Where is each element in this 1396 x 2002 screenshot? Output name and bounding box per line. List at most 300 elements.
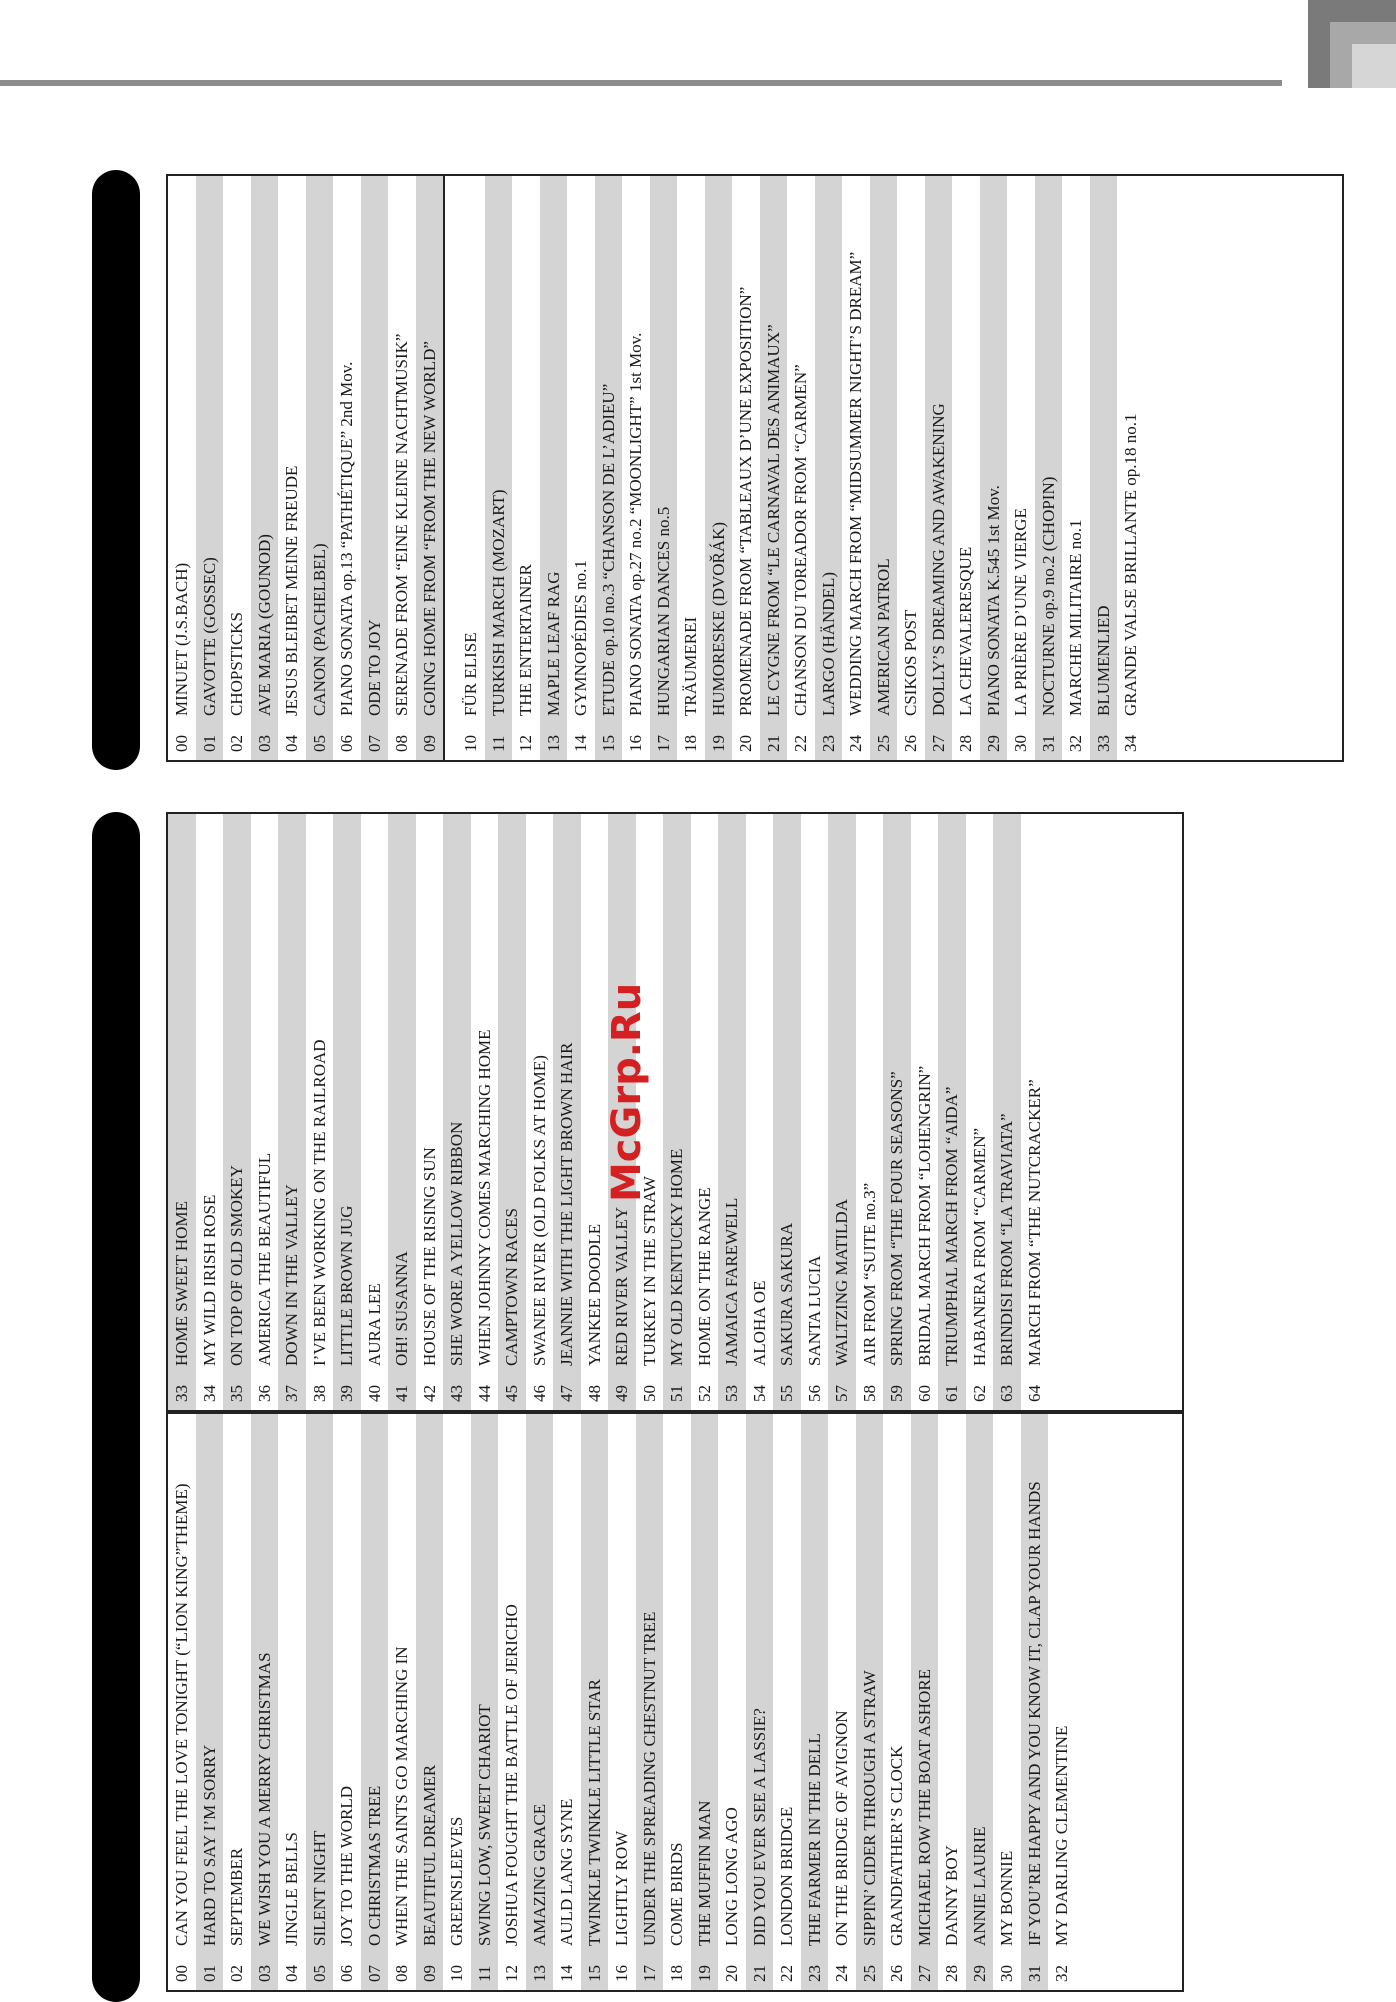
song-title: DOWN IN THE VALLEY [282,1184,301,1366]
song-title: BRINDISI FROM “LA TRAVIATA” [997,1113,1016,1366]
list-item [471,814,499,1410]
song-title: OH! SUSANNA [392,1251,411,1366]
song-title: BEAUTIFUL DREAMER [419,1764,439,1946]
song-title: ANNIE LAURIE [969,1826,989,1946]
list-item [168,176,196,760]
song-number: 35 [227,1385,246,1402]
song-title: CAMPTOWN RACES [502,1208,521,1366]
song-number: 45 [502,1385,521,1402]
list-item [608,1414,636,1990]
list-item [196,814,224,1410]
list-item [663,814,691,1410]
list-item [1007,176,1035,760]
list-item [718,814,746,1410]
list-item [828,1414,856,1990]
song-title: LITTLE BROWN JUG [337,1205,356,1366]
song-number: 04 [282,735,301,752]
song-title: WE WISH YOU A MERRY CHRISTMAS [254,1652,274,1946]
section-header-bar-left [92,812,140,2002]
song-title: GRANDFATHER’S CLOCK [887,1745,906,1946]
list-item [842,176,870,760]
list-item [663,1414,691,1990]
song-list-c [166,174,1344,762]
song-number: 44 [474,1385,494,1402]
song-title: THE MUFFIN MAN [694,1800,714,1946]
song-number: 34 [199,1385,219,1402]
list-item [705,176,733,760]
song-number: 11 [474,1965,494,1982]
song-title: JESUS BLEIBET MEINE FREUDE [282,465,301,716]
song-title: HOUSE OF THE RISING SUN [419,1147,439,1366]
song-number: 09 [419,735,439,752]
song-title: ALOHA OE [749,1280,769,1366]
song-number: 54 [749,1385,769,1402]
song-title: AMAZING GRACE [529,1803,549,1946]
list-item [746,814,774,1410]
song-number: 14 [571,735,590,752]
song-number: 27 [928,735,948,752]
list-item [443,814,471,1410]
song-number: 05 [309,1965,329,1982]
song-title: UNDER THE SPREADING CHESTNUT TREE [639,1611,659,1946]
song-number: 00 [172,1965,191,1982]
song-title: I’VE BEEN WORKING ON THE RAILROAD [309,1039,329,1366]
song-number: 48 [584,1385,604,1402]
song-number: 43 [447,1385,466,1402]
list-item [732,176,760,760]
list-item [251,176,279,760]
song-title: SEPTEMBER [227,1847,246,1946]
list-item [498,1414,526,1990]
list-item [526,814,554,1410]
song-number: 13 [529,1965,549,1982]
song-title: THE ENTERTAINER [516,563,535,716]
section-header-bar-right [92,170,140,770]
corner-tab-light [1352,44,1396,88]
list-item [581,1414,609,1990]
song-number: 30 [1011,735,1030,752]
song-title: AURA LEE [364,1283,384,1366]
list-item [485,176,513,760]
song-number: 36 [254,1385,274,1402]
song-title: WALTZING MATILDA [832,1199,851,1366]
song-number: 16 [626,735,645,752]
header-rule [0,80,1282,86]
song-number: 15 [584,1965,604,1982]
song-title: JOSHUA FOUGHT THE BATTLE OF JERICHO [502,1604,521,1946]
list-item [787,176,815,760]
list-item [388,814,416,1410]
song-number: 27 [914,1965,934,1982]
list-item [856,814,884,1410]
song-title: LIGHTLY ROW [612,1830,631,1946]
song-number: 23 [804,1965,824,1982]
song-title: HUMORESKE (DVOŘÁK) [708,521,728,716]
list-item [773,814,801,1410]
song-number: 21 [763,735,783,752]
song-number: 01 [199,735,219,752]
song-number: 08 [392,735,411,752]
song-number: 24 [832,1965,851,1982]
song-number: 51 [667,1385,686,1402]
song-number: 50 [639,1385,659,1402]
list-item [980,176,1008,760]
song-number: 37 [282,1385,301,1402]
song-title: COME BIRDS [667,1842,686,1946]
list-item [196,176,224,760]
song-title: SAKURA SAKURA [777,1222,796,1366]
song-number: 11 [488,735,508,752]
song-title: RED RIVER VALLEY [612,1207,631,1366]
song-title: ETUDE op.10 no.3 “CHANSON DE L’ADIEU” [598,383,618,716]
song-number: 31 [1024,1965,1044,1982]
song-title: TURKEY IN THE STRAW [639,1176,659,1366]
list-item [388,176,416,760]
song-title: BRIDAL MARCH FROM “LOHENGRIN” [914,1065,934,1366]
song-number: 03 [254,1965,274,1982]
list-item [856,1414,884,1990]
song-number: 63 [997,1385,1016,1402]
song-title: DANNY BOY [942,1845,961,1946]
song-number: 56 [804,1385,824,1402]
song-number: 10 [461,735,480,752]
song-title: ON THE BRIDGE OF AVIGNON [832,1710,851,1946]
song-title: O CHRISTMAS TREE [364,1785,384,1946]
song-title: HARD TO SAY I’M SORRY [199,1744,219,1946]
song-title: LONG LONG AGO [722,1807,741,1946]
list-item [416,176,444,760]
song-number: 31 [1038,735,1058,752]
song-title: MY WILD IRISH ROSE [199,1194,219,1366]
list-item [471,1414,499,1990]
list-item [911,814,939,1410]
song-number: 57 [832,1385,851,1402]
song-number: 02 [227,735,246,752]
song-number: 24 [846,735,865,752]
song-title: CSIKOS POST [901,609,920,716]
list-item [815,176,843,760]
song-title: MY BONNIE [997,1850,1016,1946]
list-item [278,1414,306,1990]
song-number: 62 [969,1385,989,1402]
song-number: 64 [1024,1385,1044,1402]
song-number: 52 [694,1385,714,1402]
list-item [828,814,856,1410]
song-title: SANTA LUCIA [804,1255,824,1366]
song-number: 20 [736,735,755,752]
song-number: 05 [309,735,329,752]
song-number: 32 [1066,735,1085,752]
list-item [1117,176,1145,760]
song-number: 19 [694,1965,714,1982]
song-title: DID YOU EVER SEE A LASSIE? [749,1708,769,1946]
list-item [278,814,306,1410]
song-number: 29 [969,1965,989,1982]
song-number: 33 [172,1385,191,1402]
song-number: 32 [1052,1965,1071,1982]
song-title: MINUET (J.S.BACH) [172,562,191,716]
song-title: SWANEE RIVER (OLD FOLKS AT HOME) [529,1055,549,1366]
song-number: 33 [1093,735,1113,752]
song-number: 29 [983,735,1003,752]
song-number: 58 [859,1385,879,1402]
song-title: GRANDE VALSE BRILLANTE op.18 no.1 [1121,413,1140,716]
song-number: 39 [337,1385,356,1402]
song-number: 23 [818,735,838,752]
song-title: CHOPSTICKS [227,612,246,716]
song-number: 61 [942,1385,961,1402]
song-number: 17 [639,1965,659,1982]
song-title: CHANSON DU TOREADOR FROM “CARMEN” [791,364,810,716]
song-number: 18 [667,1965,686,1982]
song-list-b [166,812,1184,1412]
list-item [993,1414,1021,1990]
song-number: 13 [543,735,563,752]
song-title: JINGLE BELLS [282,1832,301,1946]
list-item [361,176,389,760]
song-title: AMERICA THE BEAUTIFUL [254,1152,274,1366]
song-title: LE CYGNE FROM “LE CARNAVAL DES ANIMAUX” [763,324,783,716]
list-item [443,1414,471,1990]
list-item [1048,1414,1076,1990]
list-item [333,814,361,1410]
song-number: 14 [557,1965,576,1982]
song-title: THE FARMER IN THE DELL [804,1733,824,1946]
song-number: 38 [309,1385,329,1402]
list-item [1062,176,1090,760]
song-number: 30 [997,1965,1016,1982]
song-number: 00 [172,735,191,752]
song-title: DOLLY’S DREAMING AND AWAKENING [928,403,948,716]
song-title: LA PRIÈRE D’UNE VIERGE [1011,508,1030,716]
list-item [595,176,623,760]
list-item [361,814,389,1410]
list-item [526,1414,554,1990]
song-number: 60 [914,1385,934,1402]
list-item [416,1414,444,1990]
song-number: 18 [681,735,700,752]
list-item [168,1414,196,1990]
song-number: 09 [419,1965,439,1982]
list-item [938,814,966,1410]
song-title: WHEN THE SAINTS GO MARCHING IN [392,1646,411,1946]
song-number: 10 [447,1965,466,1982]
song-number: 53 [722,1385,741,1402]
song-title: ODE TO JOY [364,619,384,716]
list-item [911,1414,939,1990]
song-title: JAMAICA FAREWELL [722,1197,741,1366]
list-item [333,1414,361,1990]
song-number: 55 [777,1385,796,1402]
list-item [196,1414,224,1990]
song-title: AULD LANG SYNE [557,1798,576,1946]
list-item [223,814,251,1410]
song-number: 46 [529,1385,549,1402]
song-number: 17 [653,735,673,752]
song-title: TRIUMPHAL MARCH FROM “AIDA” [942,1086,961,1366]
list-item [361,1414,389,1990]
song-title: MARCHE MILITAIRE no.1 [1066,519,1085,716]
song-number: 03 [254,735,274,752]
list-item [966,1414,994,1990]
song-title: SPRING FROM “THE FOUR SEASONS” [887,1071,906,1366]
song-title: HOME ON THE RANGE [694,1187,714,1366]
song-title: PIANO SONATA op.27 no.2 “MOONLIGHT” 1st Mov. [626,332,645,716]
song-number: 59 [887,1385,906,1402]
song-number: 28 [956,735,975,752]
rows-c2 [457,176,1145,760]
song-number: 01 [199,1965,219,1982]
song-number: 12 [502,1965,521,1982]
list-item [870,176,898,760]
song-title: LONDON BRIDGE [777,1806,796,1946]
song-number: 42 [419,1385,439,1402]
list-item [1021,1414,1049,1990]
song-title: WHEN JOHNNY COMES MARCHING HOME [474,1029,494,1366]
song-title: SERENADE FROM “EINE KLEINE NACHTMUSIK” [392,333,411,716]
song-title: NOCTURNE op.9 no.2 (CHOPIN) [1038,476,1058,716]
list-item [278,176,306,760]
list-item [691,1414,719,1990]
song-number: 04 [282,1965,301,1982]
song-title: GYMNOPÉDIES no.1 [571,560,590,716]
song-title: WEDDING MARCH FROM “MIDSUMMER NIGHT’S DREAM” [846,251,865,716]
song-number: 06 [337,1965,356,1982]
song-title: HUNGARIAN DANCES no.5 [653,506,673,716]
song-number: 20 [722,1965,741,1982]
song-title: SWING LOW, SWEET CHARIOT [474,1704,494,1946]
list-divider [443,176,457,760]
song-title: LA CHEVALERESQUE [956,546,975,716]
rows-c1 [168,176,443,760]
song-number: 26 [901,735,920,752]
song-title: MY DARLING CLEMENTINE [1052,1725,1071,1946]
list-item [883,1414,911,1990]
song-title: AIR FROM “SUITE no.3” [859,1182,879,1366]
song-number: 25 [873,735,893,752]
song-title: BLUMENLIED [1093,605,1113,716]
list-item [223,176,251,760]
list-item [333,176,361,760]
list-item [168,814,196,1410]
list-item [306,1414,334,1990]
song-number: 40 [364,1385,384,1402]
watermark-text: McGrp.Ru [604,982,650,1202]
song-number: 16 [612,1965,631,1982]
song-number: 47 [557,1385,576,1402]
list-item [251,1414,279,1990]
song-title: MY OLD KENTUCKY HOME [667,1148,686,1366]
song-number: 25 [859,1965,879,1982]
list-item [883,814,911,1410]
song-title: CANON (PACHELBEL) [309,543,329,716]
list-item [306,176,334,760]
song-title: HOME SWEET HOME [172,1201,191,1366]
list-item [801,814,829,1410]
song-title: GREENSLEEVES [447,1816,466,1946]
song-title: FÜR ELISE [461,632,480,716]
song-number: 22 [791,735,810,752]
list-item [223,1414,251,1990]
song-title: IF YOU’RE HAPPY AND YOU KNOW IT, CLAP YOUR HANDS [1024,1481,1044,1946]
list-item [540,176,568,760]
song-number: 08 [392,1965,411,1982]
list-item [952,176,980,760]
song-number: 34 [1121,735,1140,752]
song-number: 19 [708,735,728,752]
song-title: PROMENADE FROM “TABLEAUX D’UNE EXPOSITION” [736,286,755,716]
song-number: 07 [364,1965,384,1982]
song-number: 22 [777,1965,796,1982]
song-title: AVE MARIA (GOUNOD) [254,534,274,716]
song-title: SILENT NIGHT [309,1830,329,1946]
song-list-a [166,1412,1184,1992]
song-number: 21 [749,1965,769,1982]
list-item [416,814,444,1410]
song-title: MAPLE LEAF RAG [543,571,563,716]
song-number: 49 [612,1385,631,1402]
list-item [1035,176,1063,760]
list-item [718,1414,746,1990]
song-title: HABANERA FROM “CARMEN” [969,1127,989,1366]
song-title: MARCH FROM “THE NUTCRACKER” [1024,1079,1044,1366]
song-number: 12 [516,735,535,752]
song-number: 07 [364,735,384,752]
list-item [746,1414,774,1990]
song-title: TURKISH MARCH (MOZART) [488,489,508,716]
list-item [567,176,595,760]
list-item [897,176,925,760]
song-title: PIANO SONATA K.545 1st Mov. [983,485,1003,716]
list-item [553,1414,581,1990]
song-title: CAN YOU FEEL THE LOVE TONIGHT (“LION KING”THEME) [172,1483,191,1946]
list-item [1090,176,1118,760]
list-item [622,176,650,760]
song-title: SIPPIN’ CIDER THROUGH A STRAW [859,1670,879,1946]
song-title: SHE WORE A YELLOW RIBBON [447,1121,466,1366]
list-item [773,1414,801,1990]
list-item [306,814,334,1410]
list-item [925,176,953,760]
list-item [512,176,540,760]
list-item [650,176,678,760]
list-item [966,814,994,1410]
list-item [993,814,1021,1410]
list-item [691,814,719,1410]
song-title: AMERICAN PATROL [873,558,893,716]
song-title: YANKEE DOODLE [584,1223,604,1366]
song-title: TWINKLE TWINKLE LITTLE STAR [584,1679,604,1946]
list-item [553,814,581,1410]
song-title: JEANNIE WITH THE LIGHT BROWN HAIR [557,1042,576,1366]
list-item [457,176,485,760]
song-number: 15 [598,735,618,752]
song-title: MICHAEL ROW THE BOAT ASHORE [914,1668,934,1946]
song-number: 41 [392,1385,411,1402]
list-item [1021,814,1049,1410]
song-number: 02 [227,1965,246,1982]
song-title: PIANO SONATA op.13 “PATHÉTIQUE” 2nd Mov. [337,361,356,716]
list-item [677,176,705,760]
song-title: JOY TO THE WORLD [337,1785,356,1946]
list-item [801,1414,829,1990]
list-item [498,814,526,1410]
list-item [251,814,279,1410]
list-item [636,1414,664,1990]
list-item [938,1414,966,1990]
list-item [388,1414,416,1990]
song-title: GOING HOME FROM “FROM THE NEW WORLD” [419,341,439,716]
